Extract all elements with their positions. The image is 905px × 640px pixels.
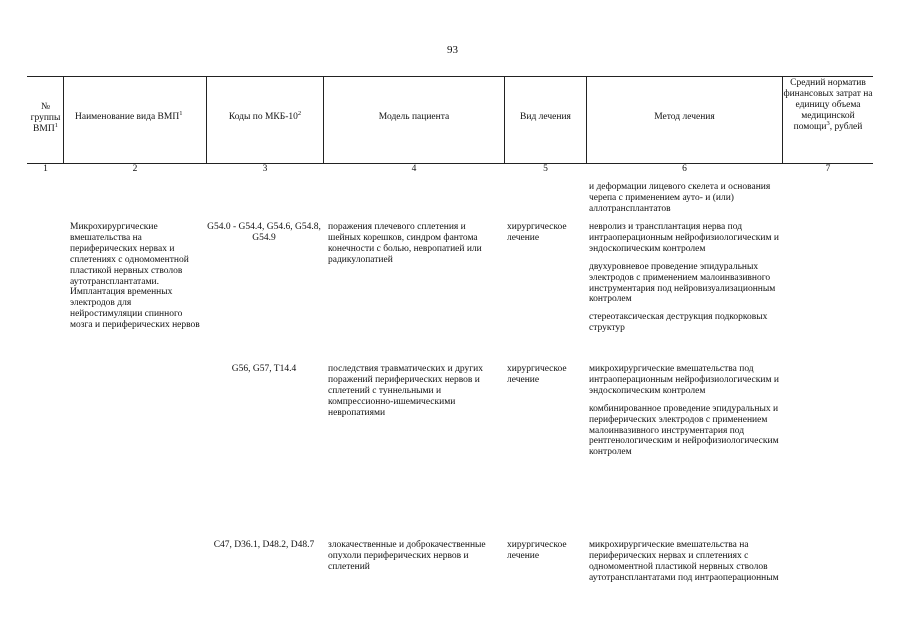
header-group-number-abbr: ВМП [33,124,55,134]
column-number: 5 [543,164,548,174]
method-item: стереотаксическая деструкция подкорковых структур [589,312,768,334]
page-number: 93 [447,44,458,56]
method-continuation: и деформации лицевого скелета и основания черепа с применением ауто- и (или) аллотрансплантатов [589,182,771,214]
row-1-treatment: хирургическое лечение [507,222,567,243]
header-financial-norm [783,78,873,133]
row-2-treatment: хирургическое лечение [507,364,567,385]
footnote-ref: 1 [179,109,183,117]
row-2-patient-model: последствия травматических и других поражений периферических нервов и сплетений с туннельными и компрессионно-ишемическими невропатиями [328,364,484,418]
row-3-methods [589,540,781,584]
header-treatment-method: Метод лечения [654,112,715,122]
header-vmp-name-text: Наименование вида ВМП [75,112,180,122]
header-treatment-type: Вид лечения [520,112,571,122]
header-icd-codes-text: Коды по МКБ-10 [228,112,298,122]
table-top-border [27,76,873,77]
header-group-number [27,102,64,135]
footnote-ref: 1 [54,121,58,129]
row-3-codes: C47, D36.1, D48.2, D48.7 [213,540,315,550]
method-item: двухуровневое проведение эпидуральных электродов с применением малоинвазивного инструментария под нейровизуализационным контролем [589,261,776,305]
row-1-patient-model: поражения плечевого сплетения и шейных корешков, синдром фантома конечности с болью, невропатией или радикулопатией [328,222,482,265]
row-2-codes: G56, G57, T14.4 [231,364,297,374]
row-1-codes: G54.0 - G54.4, G54.6, G54.8, G54.9 [207,222,321,243]
method-item: невролиз и трансплантация нерва под интраоперационным нейрофизиологическим и эндоскопическим контролем [589,222,779,254]
column-number: 6 [682,164,687,174]
footnote-ref: 2 [297,109,302,117]
header-group-number-line2: группы [30,113,61,123]
method-item: микрохирургические вмешательства под интраоперационным нейрофизиологическим и эндоскопическим контролем [589,364,779,396]
header-patient-model: Модель пациента [378,112,450,122]
row-3-patient-model: злокачественные и доброкачественные опухоли периферических нервов и сплетений [328,540,486,572]
row-3-treatment: хирургическое лечение [507,540,567,561]
header-financial-norm-unit: , рублей [829,122,863,132]
column-number: 7 [825,164,831,174]
header-vmp-name [75,109,203,123]
footnote-ref: 3 [826,119,830,127]
header-financial-norm-text: Средний норматив финансовых затрат на единицу объема медицинской помощи [783,78,873,132]
method-item: комбинированное проведение эпидуральных и периферических электродов с применением малоинвазивного инструментария под рентгенологическим и нейрофизиологическим контролем [589,403,779,458]
header-group-number-line1: № [40,102,51,112]
row-1-methods [589,222,785,334]
column-number: 1 [43,164,48,174]
column-number: 4 [411,164,417,174]
group-name: Микрохирургические вмешательства на периферических нервах и сплетениях с одномоментной пластикой нервных стволов аутотрансплантатами. Имплантация временных электродов для нейростимуляции спинного мозга и периферических нервов [70,222,200,331]
header-icd-codes [207,109,323,123]
column-number: 3 [262,164,268,174]
column-number: 2 [132,164,138,174]
header-group-number-line3 [27,121,64,135]
row-2-methods [589,364,785,458]
method-item: микрохирургические вмешательства на периферических нервах и сплетениях с одномоментной пластикой нервных стволов аутотрансплантатами под интраоперационным [589,540,779,583]
